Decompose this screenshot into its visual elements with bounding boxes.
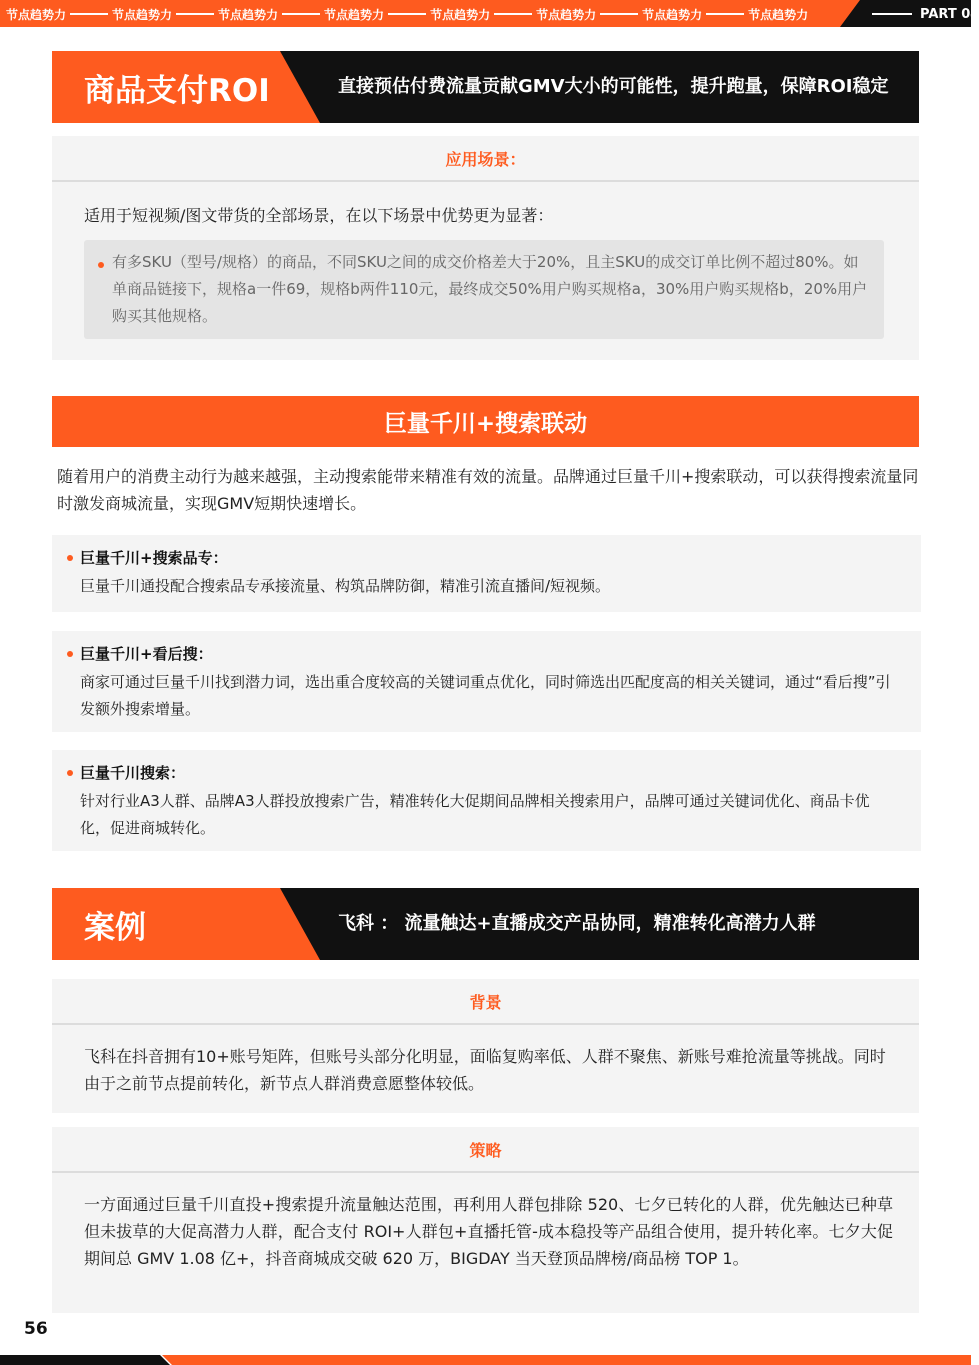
search-item-card xyxy=(52,535,921,612)
roi-scenario-header: 应用场景： xyxy=(52,136,919,182)
top-nav-bar xyxy=(0,0,979,27)
breadcrumb-item: 节点趋势力 xyxy=(536,7,597,22)
case-strategy-card xyxy=(52,1127,919,1313)
roi-scenario-note xyxy=(84,240,884,339)
case-title: 案例 xyxy=(84,909,146,946)
bullet-dot-icon xyxy=(67,651,73,657)
breadcrumb-item: 节点趋势力 xyxy=(6,7,67,22)
part-label xyxy=(872,4,979,24)
roi-scenario-intro: 适用于短视频/图文带货的全部场景，在以下场景中优势更为显著： xyxy=(84,206,554,225)
case-header-band xyxy=(52,888,919,960)
search-item-title: 巨量千川+搜索品专： xyxy=(80,549,228,567)
search-item-text: 巨量千川通投配合搜索品专承接流量、构筑品牌防御，精准引流直播间/短视频。 xyxy=(80,577,611,595)
bullet-dot-icon xyxy=(67,555,73,561)
roi-scenario-note-text: 有多SKU（型号/规格）的商品，不同SKU之间的成交价格差大于20%，且主SKU的成交订单比例不超过80%。如单商品链接下，规格a一件69，规格b两件110元，最终成交50%用户购买规格a，30%用户购买规格b，20%用户购买其他规格。 xyxy=(112,253,868,325)
search-item-card xyxy=(52,631,921,732)
breadcrumb-item: 节点趋势力 xyxy=(642,7,703,22)
breadcrumb-item: 节点趋势力 xyxy=(748,7,809,22)
breadcrumb-item: 节点趋势力 xyxy=(218,7,279,22)
page-number: 56 xyxy=(24,1319,48,1339)
bottom-decor-bar xyxy=(0,1355,971,1365)
search-section-paragraph: 随着用户的消费主动行为越来越强，主动搜索能带来精准有效的流量。品牌通过巨量千川+搜索联动，可以获得搜索流量同时激发商城流量，实现GMV短期快速增长。 xyxy=(57,467,919,513)
breadcrumb-item: 节点趋势力 xyxy=(324,7,385,22)
breadcrumb-item: 节点趋势力 xyxy=(112,7,173,22)
breadcrumb-item: 节点趋势力 xyxy=(430,7,491,22)
search-item-text: 商家可通过巨量千川找到潜力词，选出重合度较高的关键词重点优化，同时筛选出匹配度高的相关关键词，通过“看后搜”引发额外搜索增量。 xyxy=(80,673,891,718)
part-label-text: PART 04 xyxy=(920,6,979,22)
bullet-dot-icon xyxy=(98,262,104,268)
roi-scenario-card xyxy=(52,136,919,360)
case-background-header: 背景 xyxy=(52,979,919,1025)
case-strategy-text: 一方面通过巨量千川直投+搜索提升流量触达范围，再利用人群包排除 520、七夕已转化的人群，优先触达已种草但未拔草的大促高潜力人群，配合支付 ROI+人群包+直播托管-成本稳投等产品组合使用，提升转化率。七夕大促期间总 GMV 1.08 亿+，抖音商城成交破 620 万，BIGDAY 当天登顶品牌榜/商品榜 TOP 1。 xyxy=(84,1195,893,1268)
bullet-dot-icon xyxy=(67,770,73,776)
search-section-title: 巨量千川+搜索联动 xyxy=(52,396,919,447)
case-description: 飞科 ： 流量触达+直播成交产品协同，精准转化高潜力人群 xyxy=(338,913,816,934)
search-item-text: 针对行业A3人群、品牌A3人群投放搜索广告，精准转化大促期间品牌相关搜索用户，品牌可通过关键词优化、商品卡优化，促进商城转化。 xyxy=(80,792,870,837)
search-item-title: 巨量千川搜索： xyxy=(80,764,186,782)
roi-title: 商品支付ROI xyxy=(84,72,270,109)
roi-description: 直接预估付费流量贡献GMV大小的可能性，提升跑量，保障ROI稳定 xyxy=(338,76,889,97)
breadcrumb xyxy=(6,4,808,24)
search-item-card xyxy=(52,750,921,851)
case-background-card xyxy=(52,979,919,1113)
case-background-text: 飞科在抖音拥有10+账号矩阵，但账号头部分化明显，面临复购率低、人群不聚焦、新账号难抢流量等挑战。同时由于之前节点提前转化，新节点人群消费意愿整体较低。 xyxy=(84,1047,886,1093)
case-strategy-header: 策略 xyxy=(52,1127,919,1173)
search-item-title: 巨量千川+看后搜： xyxy=(80,645,213,663)
roi-header-band xyxy=(52,51,919,123)
